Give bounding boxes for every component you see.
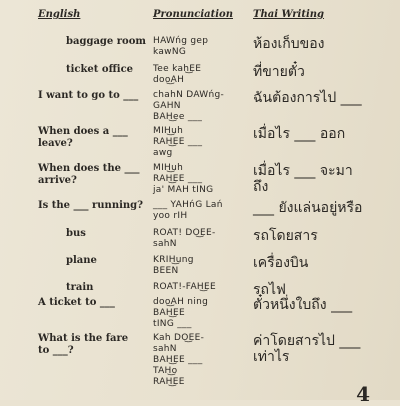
pronunciation-text: HAWńg gep kawNG: [153, 36, 209, 57]
english-text: I want to go to ___: [38, 90, 139, 101]
pronunciation-text: ROAT!-FAH͜EE: [153, 282, 216, 292]
pronunciation-text: doo͜AH ning BAH͜EE tING ___: [153, 297, 209, 329]
english-text: When does a ___ leave?: [38, 126, 128, 149]
pronunciation-text: Tee kah͜EE doo͜AH: [153, 64, 202, 85]
english-text: train: [66, 282, 94, 293]
pronunciation-text: MIH͜uh RAH͜EE ___ ja' MAH tING: [153, 163, 214, 195]
english-text: A ticket to ___: [38, 297, 115, 308]
pronunciation-text: MIH͜uh RAH͜EE ___ awg: [153, 126, 203, 158]
english-text: Is the ___ running?: [38, 200, 144, 211]
header-english: English: [38, 9, 81, 20]
english-text: ticket office: [66, 64, 134, 75]
thai-text: รถไฟ: [253, 282, 286, 298]
thai-text: เครื่องบิน: [253, 255, 309, 271]
english-text: bus: [66, 228, 86, 239]
thai-text: เมื่อไร ___ ออก: [253, 126, 346, 142]
thai-text: ฉันต้องการไป ___: [253, 90, 362, 106]
english-text: When does the ___ arrive?: [38, 163, 140, 186]
pronunciation-text: chahN DAWńg- GAHN BAH͜ee ___: [153, 90, 225, 122]
thai-text: ห้องเก็บของ: [253, 36, 325, 52]
thai-text: ที่ขายตั๋ว: [253, 64, 305, 80]
thai-text: ค่าโดยสารไป ___ เท่าไร: [253, 333, 361, 365]
pronunciation-text: ___ YAHńG Lań yoo rIH: [153, 200, 223, 221]
english-text: plane: [66, 255, 97, 266]
page-number: 4: [356, 382, 370, 406]
english-text: What is the fare to ___?: [38, 333, 129, 356]
thai-text: รถโดยสาร: [253, 228, 318, 244]
pronunciation-text: ROAT! DO͜EE- sahN: [153, 228, 216, 249]
thai-text: เมื่อไร ___ จะมา ถึง: [253, 163, 353, 195]
english-text: baggage room: [66, 36, 146, 47]
thai-text: ตั๋วหนึ่งใบถึง ___: [253, 297, 353, 313]
pronunciation-text: KRIH͜ung BEEN: [153, 255, 194, 276]
header-pronunciation: Pronunciation: [153, 9, 233, 20]
pronunciation-text: Kah DO͜EE- sahN BAH͜EE ___ TAH͜o RAH͜EE: [153, 333, 205, 387]
header-thai: Thai Writing: [253, 9, 325, 20]
thai-text: ___ ยังแล่นอยู่หรือ: [253, 200, 363, 216]
